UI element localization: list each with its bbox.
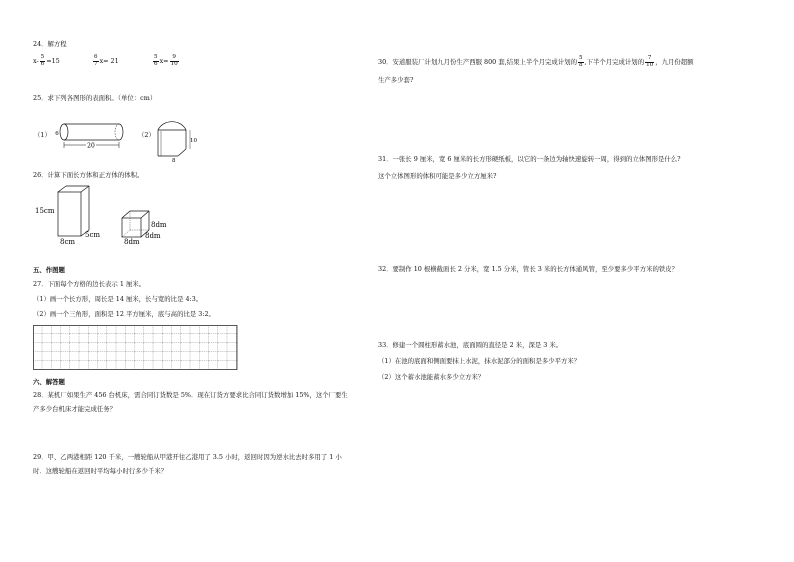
- cuboid-and-cube-figures: [30, 180, 210, 250]
- q33-part-2: （2）这个蓄水池能蓄水多少立方米？: [378, 373, 485, 381]
- q25-title: 25．求下列各图形的表面积。（单位：cm）: [33, 94, 157, 102]
- q29-line-2: 时．这艘轮船在返回时平均每小时行多少千米？: [33, 467, 168, 475]
- q27-part-1: （1）画一个长方形，周长是 14 厘米，长与宽的比是 4:3。: [33, 295, 203, 303]
- q33-line-1: 33．修建一个圆柱形蓄水池，底面圆的直径是 2 米，深是 3 米。: [378, 341, 563, 349]
- q31-line-1: 31．一张长 9 厘米，宽 6 厘米的长方形硬纸板，以它的一条边为轴快速旋转一周，得到的立体图形是什么?: [378, 155, 681, 163]
- cuboid-depth-label: 5cm: [85, 231, 101, 239]
- half-cylinder-width-label: 8: [172, 158, 176, 164]
- q31-line-2: 这个立体图形的体积可能是多少立方厘米?: [378, 172, 497, 180]
- grid-paper: [33, 325, 239, 371]
- q30-line-1: 30．安道服装厂计划九月份生产西服 800 套,结果上半个月完成计划的 $\frac{5}{8}$ ,下半个月完成计划的 $\frac{7}{10}$ ，九月份超额: [378, 55, 694, 68]
- section-5-heading: 五、作图题: [33, 266, 65, 274]
- cube-side-label-1: 8dm: [151, 221, 167, 229]
- cube-side-label-3: 8dm: [124, 238, 140, 246]
- cuboid-height-label: 15cm: [35, 207, 55, 215]
- q29-line-1: 29．甲、乙两港相距 120 千米，一艘轮船从甲港开往乙港用了 3.5 小时，返回时因为逆水比去时多用了 1 小: [33, 453, 342, 461]
- section-6-heading: 六、解答题: [33, 378, 65, 386]
- q24-equation-2: $\frac{6}{7}$ x= 21: [94, 54, 119, 67]
- q24-title: 24．解方程: [33, 40, 67, 48]
- half-cylinder-figure: [150, 110, 200, 165]
- cuboid-width-label: 8cm: [60, 238, 76, 246]
- q26-title: 26．计算下面长方体和正方体的体积。: [33, 171, 144, 179]
- cube-side-label-2: 8dm: [145, 232, 161, 240]
- q30-line-2: 生产多少套?: [378, 76, 414, 84]
- cylinder-figure: [48, 118, 128, 152]
- half-cylinder-height-label: 10: [190, 138, 197, 144]
- q28-line-1: 28．某机厂如果生产 456 台机床，需合同订货数是 5%．现在订货方要求比合同订货数增加 15%，这个厂要生: [33, 391, 348, 399]
- q24-equation-3: $\frac{5}{6}$ x= $\frac{9}{10}$: [154, 54, 178, 67]
- q32-line-1: 32．要制作 10 根横截面长 2 分米，宽 1.5 分米，管长 3 米的长方体通风管，至少要多少平方米的铁皮？: [378, 265, 679, 273]
- q27-title: 27．下面每个方格的边长表示 1 厘米。: [33, 280, 146, 288]
- q27-part-2: （2）画一个三角形，面积是 12 平方厘米，底与高的比是 3:2。: [33, 310, 215, 318]
- q28-line-2: 产多少台机床才能完成任务？: [33, 405, 117, 413]
- q33-part-1: （1）在池的底面和侧面要抹上水泥，抹水泥部分的面积是多少平方米？: [378, 357, 581, 365]
- cylinder-length-label: 20: [87, 142, 95, 150]
- q25-fig1-label: （1）: [34, 131, 51, 139]
- cylinder-diameter-label: 6: [55, 131, 59, 137]
- q24-equation-1: x- $\frac{5}{6}$ =15: [33, 54, 60, 67]
- q25-fig2-label: （2）: [138, 131, 155, 139]
